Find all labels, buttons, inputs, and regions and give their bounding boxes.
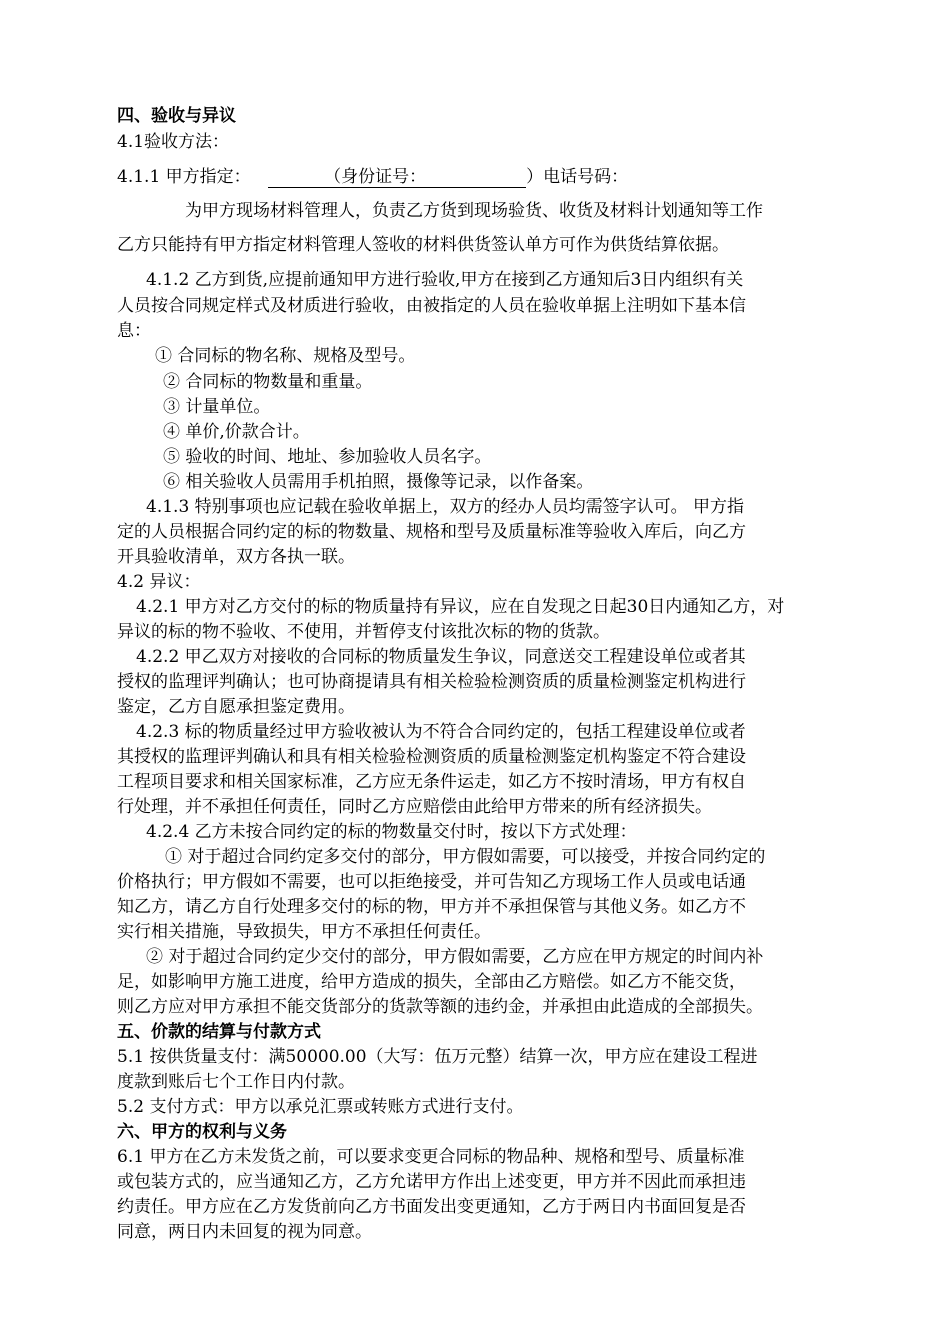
clause-4-2-4-1-line-1: ① 对于超过合同约定多交付的部分，甲方假如需要，可以接受，并按合同约定的 bbox=[165, 847, 766, 867]
list-item: ④ 单价,价款合计。 bbox=[163, 422, 310, 442]
clause-4-2-4-1-line-3: 知乙方，请乙方自行处理多交付的标的物，甲方并不承担保管与其他义务。如乙方不 bbox=[117, 897, 746, 917]
clause-4-1-2-line-1: 4.1.2 乙方到货,应提前通知甲方进行验收,甲方在接到乙方通知后3日内组织有关 bbox=[146, 270, 744, 290]
list-item: ⑥ 相关验收人员需用手机拍照，摄像等记录，以作备案。 bbox=[163, 472, 594, 492]
clause-4-1-1-line-2: 为甲方现场材料管理人，负责乙方货到现场验货、收货及材料计划通知等工作 bbox=[185, 201, 763, 221]
clause-4-1-3-line-1: 4.1.3 特别事项也应记载在验收单据上，双方的经办人员均需签字认可。 甲方指 bbox=[146, 497, 745, 517]
clause-4-1-3-line-2: 定的人员根据合同约定的标的物数量、规格和型号及质量标准等验收入库后，向乙方 bbox=[117, 522, 746, 542]
clause-4-1-1-line-3: 乙方只能持有甲方指定材料管理人签收的材料供货签认单方可作为供货结算依据。 bbox=[117, 235, 729, 255]
clause-6-1-line-3: 约责任。甲方应在乙方发货前向乙方书面发出变更通知，乙方于两日内书面回复是否 bbox=[117, 1197, 746, 1217]
list-item: ① 合同标的物名称、规格及型号。 bbox=[155, 346, 416, 366]
section-heading-6: 六、甲方的权利与义务 bbox=[117, 1122, 287, 1142]
clause-4-2-4-1-line-4: 实行相关措施，导致损失，甲方不承担任何责任。 bbox=[117, 922, 491, 942]
clause-4-2-4-2-line-3: 则乙方应对甲方承担不能交货部分的货款等额的违约金，并承担由此造成的全部损失。 bbox=[117, 997, 763, 1017]
clause-5-2: 5.2 支付方式：甲方以承兑汇票或转账方式进行支付。 bbox=[117, 1097, 524, 1117]
clause-6-1-line-2: 或包装方式的，应当通知乙方，乙方允诺甲方作出上述变更，甲方并不因此而承担违 bbox=[117, 1172, 746, 1192]
clause-4-2-2-line-1: 4.2.2 甲乙双方对接收的合同标的物质量发生争议，同意送交工程建设单位或者其 bbox=[136, 647, 746, 667]
section-heading-5: 五、价款的结算与付款方式 bbox=[117, 1022, 321, 1042]
clause-4-2-3-line-1: 4.2.3 标的物质量经过甲方验收被认为不符合合同约定的，包括工程建设单位或者 bbox=[136, 722, 746, 742]
clause-4-1-3-line-3: 开具验收清单，双方各执一联。 bbox=[117, 547, 355, 567]
clause-6-1-line-1: 6.1 甲方在乙方未发货之前，可以要求变更合同标的物品种、规格和型号、质量标准 bbox=[117, 1147, 745, 1167]
clause-4-1-2-line-2: 人员按合同规定样式及材质进行验收，由被指定的人员在验收单据上注明如下基本信 bbox=[117, 296, 746, 316]
clause-4-1-2-line-3: 息： bbox=[117, 321, 151, 341]
clause-4-2-1-line-1: 4.2.1 甲方对乙方交付的标的物质量持有异议，应在自发现之日起30日内通知乙方，对 bbox=[136, 597, 785, 617]
clause-4-2-4-1-line-2: 价格执行；甲方假如不需要，也可以拒绝接受，并可告知乙方现场工作人员或电话通 bbox=[117, 872, 746, 892]
list-item: ⑤ 验收的时间、地址、参加验收人员名字。 bbox=[163, 447, 492, 467]
section-heading-4: 四、验收与异议 bbox=[117, 106, 236, 126]
clause-5-1-line-1: 5.1 按供货量支付：满50000.00（大写：伍万元整）结算一次，甲方应在建设工程进 bbox=[117, 1047, 758, 1067]
clause-4-2-3-line-4: 行处理，并不承担任何责任，同时乙方应赔偿由此给甲方带来的所有经济损失。 bbox=[117, 797, 712, 817]
list-item: ③ 计量单位。 bbox=[163, 397, 271, 417]
clause-4-2-4: 4.2.4 乙方未按合同约定的标的物数量交付时，按以下方式处理： bbox=[146, 822, 637, 842]
clause-4-1-1 bbox=[117, 165, 628, 189]
fill-in-blank bbox=[268, 167, 526, 188]
clause-4-2-3-line-2: 其授权的监理评判确认和具有相关检验检测资质的质量检测鉴定机构鉴定不符合建设 bbox=[117, 747, 746, 767]
list-item: ② 合同标的物数量和重量。 bbox=[163, 372, 373, 392]
clause-4-2-2-line-2: 授权的监理评判确认；也可协商提请具有相关检验检测资质的质量检测鉴定机构进行 bbox=[117, 672, 746, 692]
clause-4-2-1-line-2: 异议的标的物不验收、不使用，并暂停支付该批次标的物的货款。 bbox=[117, 622, 610, 642]
clause-4-2-4-2-line-1: ② 对于超过合同约定少交付的部分，甲方假如需要，乙方应在甲方规定的时间内补 bbox=[146, 947, 764, 967]
clause-5-1-line-2: 度款到账后七个工作日内付款。 bbox=[117, 1072, 355, 1092]
clause-4-2-2-line-3: 鉴定，乙方自愿承担鉴定费用。 bbox=[117, 697, 355, 717]
id-number-label: （身份证号： bbox=[324, 167, 427, 187]
clause-4-2-3-line-3: 工程项目要求和相关国家标准，乙方应无条件运走，如乙方不按时清场，甲方有权自 bbox=[117, 772, 746, 792]
clause-4-2-4-2-line-2: 足，如影响甲方施工进度，给甲方造成的损失，全部由乙方赔偿。如乙方不能交货， bbox=[117, 972, 746, 992]
clause-4-1: 4.1验收方法： bbox=[117, 132, 230, 152]
clause-4-1-1-prefix: 4.1.1 甲方指定： bbox=[117, 167, 251, 187]
clause-6-1-line-4: 同意，两日内未回复的视为同意。 bbox=[117, 1222, 372, 1242]
clause-4-2: 4.2 异议： bbox=[117, 572, 201, 592]
phone-label: ）电话号码： bbox=[526, 167, 629, 187]
